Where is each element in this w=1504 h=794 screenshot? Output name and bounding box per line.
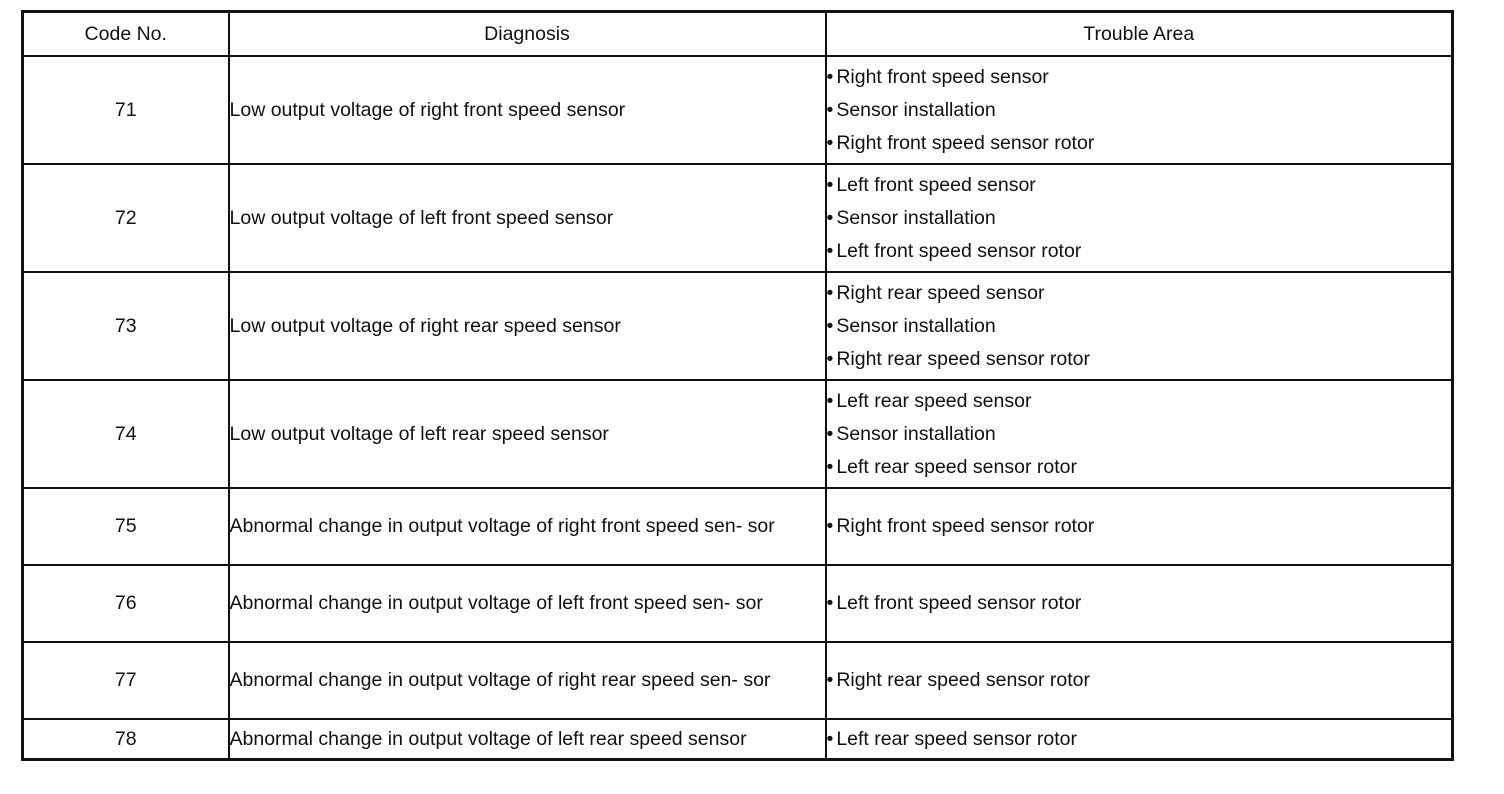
- table-header-row: [23, 12, 1453, 57]
- code-cell: 73: [23, 272, 229, 380]
- trouble-area-list: [827, 61, 1452, 160]
- trouble-area-cell: [826, 272, 1453, 380]
- diagnosis-cell: Abnormal change in output voltage of right front speed sen- sor: [229, 488, 826, 565]
- table-row: [23, 719, 1453, 760]
- trouble-area-item: • Sensor installation: [827, 202, 1452, 235]
- code-cell: 78: [23, 719, 229, 760]
- trouble-area-item: • Right front speed sensor rotor: [827, 510, 1452, 543]
- trouble-area-item: • Right rear speed sensor rotor: [827, 343, 1452, 376]
- code-cell: 71: [23, 56, 229, 164]
- table-row: [23, 380, 1453, 488]
- trouble-area-cell: [826, 380, 1453, 488]
- diagnostic-code-table: [21, 10, 1454, 761]
- diagnosis-cell: Abnormal change in output voltage of left rear speed sensor: [229, 719, 826, 760]
- table-row: [23, 642, 1453, 719]
- trouble-area-cell: [826, 642, 1453, 719]
- trouble-area-cell: [826, 488, 1453, 565]
- code-cell: 76: [23, 565, 229, 642]
- diagnosis-cell: Abnormal change in output voltage of right rear speed sen- sor: [229, 642, 826, 719]
- code-cell: 74: [23, 380, 229, 488]
- trouble-area-item: • Left front speed sensor: [827, 169, 1452, 202]
- trouble-area-item: • Right front speed sensor: [827, 61, 1452, 94]
- table-row: [23, 565, 1453, 642]
- trouble-area-item: • Left front speed sensor rotor: [827, 235, 1452, 268]
- code-cell: 72: [23, 164, 229, 272]
- trouble-area-item: • Left rear speed sensor: [827, 385, 1452, 418]
- diagnosis-cell: Abnormal change in output voltage of left front speed sen- sor: [229, 565, 826, 642]
- diagnosis-cell: Low output voltage of right rear speed sensor: [229, 272, 826, 380]
- trouble-area-cell: [826, 56, 1453, 164]
- code-cell: 75: [23, 488, 229, 565]
- table-row: [23, 272, 1453, 380]
- trouble-area-item: • Right rear speed sensor rotor: [827, 664, 1452, 697]
- column-header-diagnosis: Diagnosis: [229, 12, 826, 57]
- trouble-area-item: • Sensor installation: [827, 310, 1452, 343]
- table-row: [23, 488, 1453, 565]
- trouble-area-cell: [826, 719, 1453, 760]
- trouble-area-list: [827, 277, 1452, 376]
- diagnosis-cell: Low output voltage of right front speed sensor: [229, 56, 826, 164]
- column-header-code: Code No.: [23, 12, 229, 57]
- column-header-trouble-area: Trouble Area: [826, 12, 1453, 57]
- trouble-area-item: • Right rear speed sensor: [827, 277, 1452, 310]
- table-row: [23, 164, 1453, 272]
- diagnosis-cell: Low output voltage of left rear speed sensor: [229, 380, 826, 488]
- trouble-area-cell: [826, 565, 1453, 642]
- trouble-area-item: • Sensor installation: [827, 418, 1452, 451]
- diagnosis-cell: Low output voltage of left front speed sensor: [229, 164, 826, 272]
- trouble-area-list: [827, 510, 1452, 543]
- trouble-area-cell: [826, 164, 1453, 272]
- trouble-area-list: [827, 169, 1452, 268]
- trouble-area-item: • Left front speed sensor rotor: [827, 587, 1452, 620]
- trouble-area-item: • Left rear speed sensor rotor: [827, 723, 1452, 756]
- table-row: [23, 56, 1453, 164]
- code-cell: 77: [23, 642, 229, 719]
- trouble-area-list: [827, 723, 1452, 756]
- trouble-area-list: [827, 587, 1452, 620]
- trouble-area-list: [827, 664, 1452, 697]
- trouble-area-item: • Right front speed sensor rotor: [827, 127, 1452, 160]
- trouble-area-item: • Left rear speed sensor rotor: [827, 451, 1452, 484]
- trouble-area-list: [827, 385, 1452, 484]
- trouble-area-item: • Sensor installation: [827, 94, 1452, 127]
